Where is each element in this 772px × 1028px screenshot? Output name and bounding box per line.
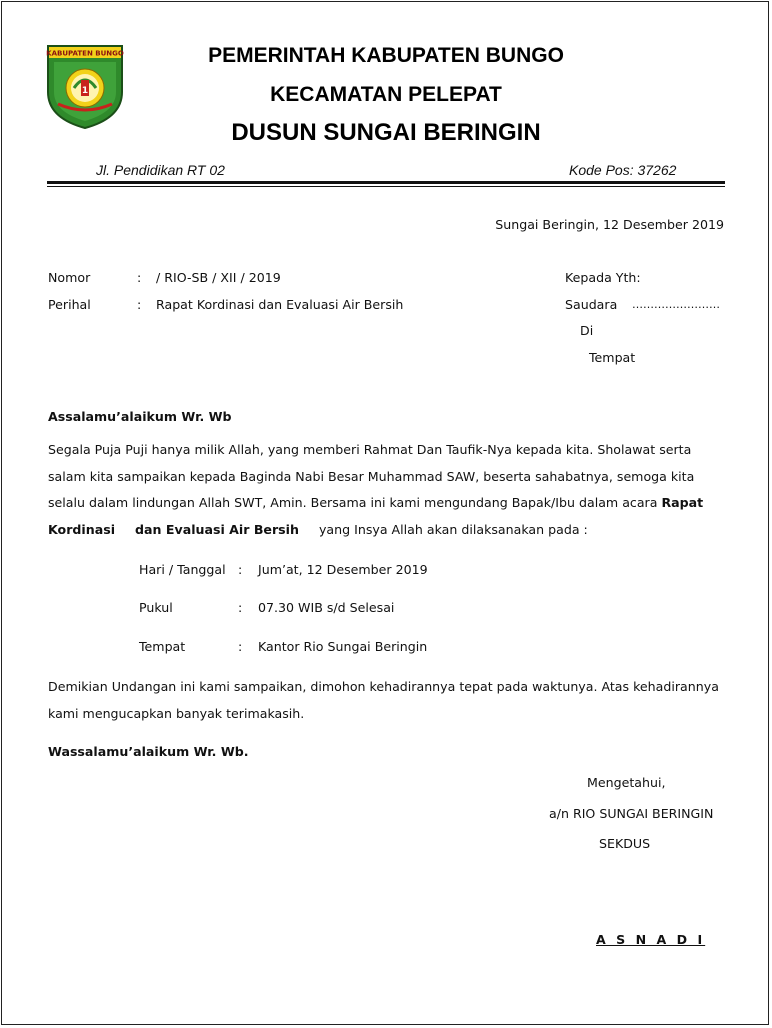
paragraph-event-name-b: dan Evaluasi Air Bersih <box>135 521 299 537</box>
paragraph-line-4 <box>48 517 728 544</box>
nomor-label: Nomor <box>48 270 91 285</box>
svg-text:1: 1 <box>81 86 89 96</box>
nomor-value: / RIO-SB / XII / 2019 <box>156 270 281 285</box>
recipient-heading: Kepada Yth: <box>565 270 641 285</box>
paragraph-line-4-text: yang Insya Allah akan dilaksanakan pada : <box>318 521 588 537</box>
detail-label-date: Hari / Tanggal <box>139 562 226 577</box>
header-address: Jl. Pendidikan RT 02 <box>96 162 225 178</box>
svg-text:KABUPATEN BUNGO: KABUPATEN BUNGO <box>46 49 124 58</box>
signature-role: SEKDUS <box>599 836 651 851</box>
closing-paragraph <box>48 674 728 727</box>
header-title-regency: PEMERINTAH KABUPATEN BUNGO <box>208 44 564 67</box>
perihal-colon: : <box>137 297 142 312</box>
paragraph-line-1: Segala Puja Puji hanya milik Allah, yang memberi Rahmat Dan Taufik-Nya kepada kita. Sholawat serta <box>48 442 692 457</box>
paragraph-event-name-a: Kordinasi <box>48 521 116 537</box>
letterhead-rule-thick <box>47 181 725 184</box>
letterhead-rule-thin <box>47 186 725 187</box>
body-paragraph <box>48 437 728 543</box>
closing-line-2: kami mengucapkan banyak terimakasih. <box>48 705 305 721</box>
paragraph-line-3-bold: Rapat <box>661 495 704 510</box>
header-title-district: KECAMATAN PELEPAT <box>270 83 502 106</box>
header-title-village: DUSUN SUNGAI BERINGIN <box>231 119 541 146</box>
signature-name: A S N A D I <box>596 932 706 947</box>
greeting: Assalamu’alaikum Wr. Wb <box>48 409 232 424</box>
detail-colon-place: : <box>238 639 243 654</box>
recipient-di: Di <box>580 323 594 338</box>
detail-value-time: 07.30 WIB s/d Selesai <box>258 600 395 615</box>
perihal-label: Perihal <box>48 297 91 312</box>
detail-label-place: Tempat <box>139 639 186 654</box>
signature-on-behalf: a/n RIO SUNGAI BERINGIN <box>549 806 714 821</box>
signature-mengetahui: Mengetahui, <box>587 775 666 790</box>
recipient-saudara-dots: …………………… <box>632 298 720 311</box>
detail-value-date: Jum’at, 12 Desember 2019 <box>258 562 428 577</box>
detail-value-place: Kantor Rio Sungai Beringin <box>258 639 428 654</box>
nomor-colon: : <box>137 270 142 285</box>
recipient-tempat: Tempat <box>589 350 636 365</box>
header-postcode: Kode Pos: 37262 <box>569 162 677 178</box>
recipient-saudara-label: Saudara <box>565 297 618 312</box>
paragraph-line-2: salam kita sampaikan kepada Baginda Nabi Besar Muhammad SAW, beserta sahabatnya, semoga kita <box>48 468 695 484</box>
letter-date: Sungai Beringin, 12 Desember 2019 <box>495 217 724 232</box>
paragraph-line-3 <box>48 490 728 517</box>
detail-colon-time: : <box>238 600 243 615</box>
closing-line-1: Demikian Undangan ini kami sampaikan, dimohon kehadirannya tepat pada waktunya. Atas kehadirannya <box>48 679 719 694</box>
detail-label-time: Pukul <box>139 600 173 615</box>
perihal-value: Rapat Kordinasi dan Evaluasi Air Bersih <box>156 297 404 312</box>
detail-colon-date: : <box>238 562 243 577</box>
farewell: Wassalamu’alaikum Wr. Wb. <box>48 744 249 759</box>
paragraph-line-3-text: selalu dalam lindungan Allah SWT, Amin. Bersama ini kami mengundang Bapak/Ibu dalam acara <box>48 495 662 510</box>
